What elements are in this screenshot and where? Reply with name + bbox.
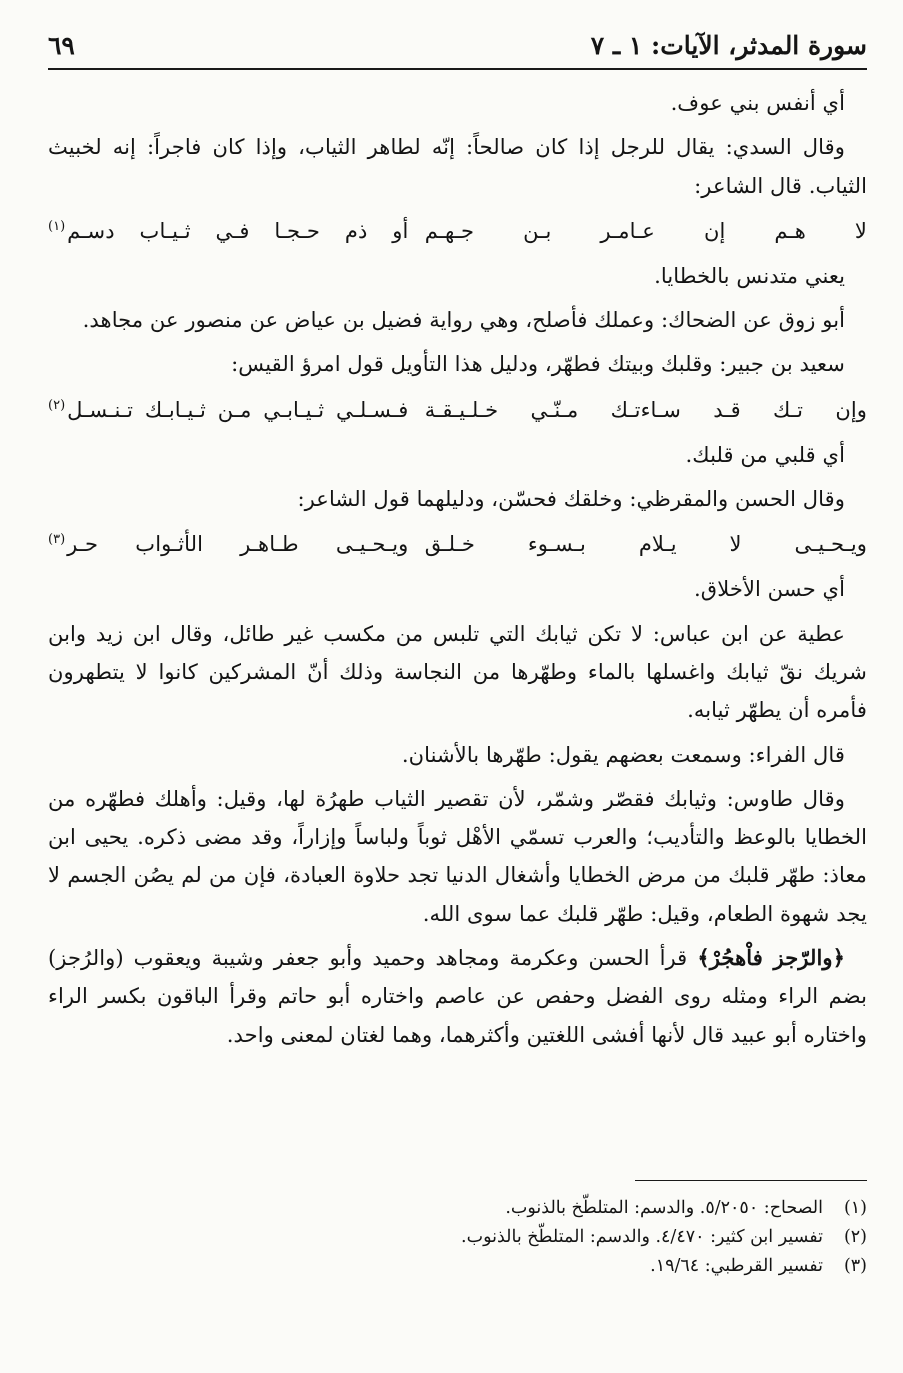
verse-line (48, 524, 867, 564)
verse-text: أو ذم حـجـا فـي ثـيـاب دسـم (67, 217, 409, 243)
footnote-rule (635, 1180, 867, 1181)
main-text (48, 84, 867, 1060)
footnote-text: تفسير القرطبي: ١٩/٦٤. (650, 1256, 823, 1276)
paragraph-text: قرأ الحسن وعكرمة ومجاهد وحميد وأبو جعفر وشيبة ويعقوب (والرُجز) بضم الراء ومثله روى الفضل وحفص عن عاصم واختاره أبو حاتم وقرأ الباقون بكسر الراء واختاره أبو عبيد قال لأنها أفشى اللغتين وأكثرهما، وهما لغتان لمعنى واحد. (48, 945, 867, 1047)
paragraph: أي حسن الأخلاق. (694, 576, 845, 602)
running-head: سورة المدثر، الآيات: ١ ـ ٧ (590, 31, 867, 60)
footnote-number: (٢) (843, 1227, 867, 1247)
paragraph: وقال الحسن والمقرظي: وخلقك فحسّن، ودليلهما قول الشاعر: (297, 486, 845, 512)
footnote (48, 1223, 867, 1252)
paragraph: سعيد بن جبير: وقلبك وبيتك فطهّر، ودليل هذا التأويل قول امرؤ القيس: (231, 351, 845, 377)
header-rule (48, 68, 867, 70)
footnotes (48, 1194, 867, 1281)
paragraph: أبو زوق عن الضحاك: وعملك فأصلح، وهي رواية فضيل بن عياض عن منصور عن مجاهد. (82, 307, 845, 333)
paragraph: يعني متدنس بالخطايا. (654, 262, 845, 288)
paragraph: عطية عن ابن عباس: لا تكن ثيابك التي تلبس من مكسب غير طائل، وقال ابن زيد وابن شريك نقّ ثيابك واغسلها بالماء وطهّرها من النجاسة وذلك أنّ المشركين كانوا لا يتطهرون فأمره أن يطهّر ثيابه. (48, 620, 867, 723)
paragraph: أي قلبي من قلبك. (685, 441, 845, 467)
footnote-ref: (٢) (48, 397, 66, 413)
quran-verse: ﴿والرّجز فاْهجُرْ﴾ (697, 945, 845, 971)
paragraph (48, 939, 867, 1054)
footnote (48, 1252, 867, 1281)
paragraph: أي أنفس بني عوف. (670, 90, 845, 115)
footnote-ref: (١) (48, 218, 66, 234)
footnote-text: تفسير ابن كثير: ٤/٤٧٠. والدسم: المتلطّخ بالذنوب. (461, 1227, 823, 1247)
footnote-number: (٣) (843, 1256, 867, 1276)
footnote-number: (١) (843, 1198, 867, 1218)
verse-second-hemistich (48, 525, 408, 563)
verse-first-hemistich: وإن تـك قـد سـاءتـك مـنّـي خـلـيـقـة (424, 396, 867, 422)
footnote-ref: (٣) (48, 532, 66, 548)
verse-text: فـسـلـي ثـيـابـي مـن ثـيـابـك تـنـسـل (67, 396, 409, 422)
verse-text: ويـحـيـى طـاهـر الأثـواب حـر (67, 531, 409, 557)
verse-line (48, 211, 867, 251)
paragraph: وقال طاوس: وثيابك فقصّر وشمّر، لأن تقصير الثياب طهرُة لها، وقيل: وأهلك فطهّره من الخطايا بالوعظ والتأديب؛ والعرب تسمّي الأهْل ثوباً ولباساً وإزاراً، وقد مضى ذكره. يحيى ابن معاذ: طهّر قلبك من مرض الخطايا وأشغال الدنيا تجد حلاوة العبادة، فإن من لم يصُن الجسم لا يجد شهوة الطعام، وقيل: طهّر قلبك عما سوى الله. (48, 785, 867, 926)
paragraph: قال الفراء: وسمعت بعضهم يقول: طهّرها بالأشنان. (401, 741, 845, 767)
verse-first-hemistich: ويـحـيـى لا يـلام بـسـوء خـلـق (424, 531, 867, 557)
footnote (48, 1194, 867, 1223)
verse-first-hemistich: لا هـم إن عـامـر بـن جـهـم (424, 217, 867, 243)
verse-second-hemistich (48, 212, 408, 250)
page-header (48, 26, 867, 66)
verse-line (48, 390, 867, 430)
verse-second-hemistich (48, 391, 408, 429)
footnote-text: الصحاح: ٥/٢٠٥٠. والدسم: المتلطّخ بالذنوب. (505, 1198, 823, 1218)
page-number: ٦٩ (48, 31, 75, 60)
paragraph: وقال السدي: يقال للرجل إذا كان صالحاً: إنّه لطاهر الثياب، وإذا كان فاجراً: إنه لخبيث الثياب. قال الشاعر: (48, 134, 867, 198)
